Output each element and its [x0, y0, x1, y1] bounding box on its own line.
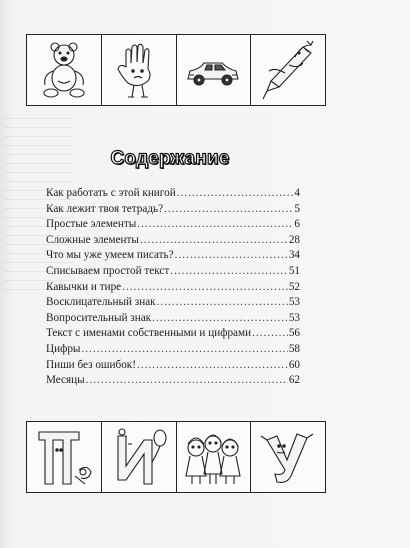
- pen-with-arms-icon: [255, 39, 321, 101]
- top-illustration-strip: [26, 34, 326, 106]
- toc-entry[interactable]: [46, 264, 300, 280]
- illustration-cell: [102, 35, 177, 105]
- page-title: Содержание: [110, 148, 230, 169]
- letter-i-with-balloon-icon: [106, 426, 172, 488]
- toc-leader-dots: [164, 202, 293, 218]
- toc-entry-page: 62: [288, 374, 300, 387]
- bottom-illustration-strip: [26, 421, 326, 493]
- table-of-contents: [46, 186, 300, 389]
- toc-entry-page: 51: [288, 264, 300, 277]
- toc-entry-label: Как работать с этой книгой: [46, 187, 176, 199]
- toc-entry[interactable]: [46, 280, 300, 296]
- toc-entry[interactable]: [46, 202, 300, 218]
- toc-entry-label: Списываем простой текст: [46, 264, 170, 277]
- illustration-cell: [27, 35, 102, 105]
- illustration-cell: [27, 422, 102, 492]
- toc-entry[interactable]: [46, 311, 300, 327]
- toc-entry-label: Месяцы: [46, 374, 85, 387]
- illustration-cell: [251, 422, 325, 492]
- toc-leader-dots: [157, 295, 288, 311]
- toc-entry-page: 53: [288, 296, 300, 309]
- toc-entry-label: Простые элементы: [46, 218, 137, 231]
- toc-entry-label: Вопросительный знак: [46, 311, 152, 324]
- illustration-cell: [177, 422, 252, 492]
- illustration-cell: [102, 422, 177, 492]
- toc-leader-dots: [152, 311, 288, 327]
- toc-leader-dots: [137, 358, 288, 374]
- toc-entry[interactable]: [46, 186, 300, 202]
- raised-hand-icon: [106, 39, 172, 101]
- toc-entry[interactable]: [46, 233, 300, 249]
- toc-entry-page: 28: [288, 233, 300, 246]
- toc-entry-label: Что мы уже умеем писать?: [46, 249, 174, 262]
- toc-entry[interactable]: [46, 248, 300, 264]
- toc-entry[interactable]: [46, 373, 300, 389]
- toc-entry[interactable]: [46, 326, 300, 342]
- toc-leader-dots: [86, 373, 288, 389]
- toc-entry-label: Текст с именами собственными и цифрами: [46, 327, 252, 340]
- toc-entry-page: 53: [288, 311, 300, 324]
- toc-entry-label: Кавычки и тире: [46, 280, 122, 293]
- toc-entry-page: 5: [294, 202, 300, 215]
- toc-entry-page: 52: [288, 280, 300, 293]
- toc-leader-dots: [252, 326, 288, 342]
- toc-entry-page: 34: [288, 249, 300, 262]
- toc-leader-dots: [81, 342, 287, 358]
- toc-entry-label: Как лежит твоя тетрадь?: [46, 202, 164, 215]
- toc-leader-dots: [175, 248, 288, 264]
- toc-leader-dots: [170, 264, 288, 280]
- toc-leader-dots: [137, 217, 293, 233]
- toc-entry-page: 6: [294, 218, 300, 231]
- toc-entry-label: Восклицательный знак: [46, 296, 156, 309]
- letter-p-character-icon: [31, 426, 97, 488]
- three-girls-icon: [180, 426, 246, 488]
- toy-car-icon: [180, 39, 246, 101]
- letter-u-character-icon: [255, 426, 321, 488]
- toc-entry-page: 4: [294, 187, 300, 199]
- toc-entry[interactable]: [46, 217, 300, 233]
- toc-entry[interactable]: [46, 342, 300, 358]
- toc-leader-dots: [177, 186, 294, 202]
- toc-entry-page: 58: [288, 342, 300, 355]
- toc-entry-label: Цифры: [46, 342, 81, 355]
- toc-leader-dots: [122, 280, 288, 296]
- toc-leader-dots: [140, 233, 288, 249]
- toc-entry[interactable]: [46, 358, 300, 374]
- illustration-cell: [251, 35, 325, 105]
- toc-entry-label: Пиши без ошибок!: [46, 358, 136, 371]
- toc-entry-page: 56: [288, 327, 300, 340]
- toc-entry-page: 60: [288, 358, 300, 371]
- teddy-bear-icon: [31, 39, 97, 101]
- illustration-cell: [177, 35, 252, 105]
- toc-entry[interactable]: [46, 295, 300, 311]
- toc-entry-label: Сложные элементы: [46, 233, 139, 246]
